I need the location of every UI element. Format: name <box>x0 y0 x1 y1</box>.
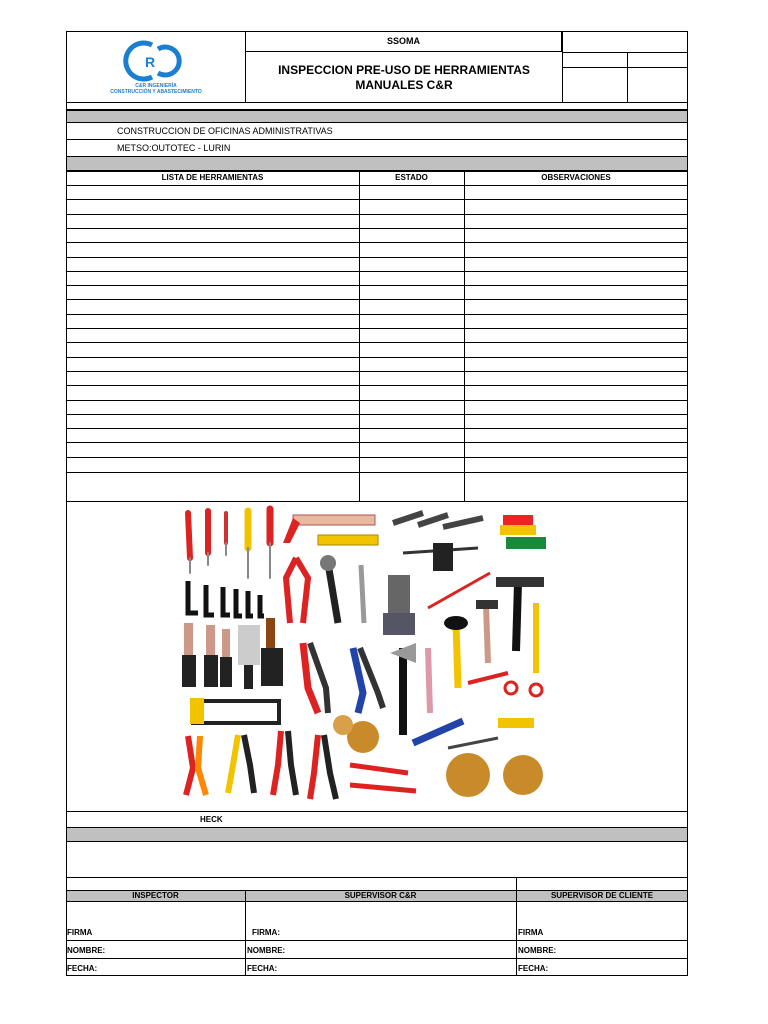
inspector-nombre-label: NOMBRE: <box>67 946 106 955</box>
project-name: CONSTRUCCION DE OFICINAS ADMINISTRATIVAS <box>117 126 333 136</box>
table-row <box>66 428 688 429</box>
document-title-line2: MANUALES C&R <box>355 78 453 92</box>
code-grid-vline <box>627 52 628 103</box>
check-label: HECK <box>200 815 223 824</box>
signature-header-inspector: INSPECTOR <box>132 891 179 900</box>
column-header-observations: OBSERVACIONES <box>541 173 611 182</box>
site-row <box>66 139 688 157</box>
check-row <box>66 811 688 828</box>
supervisor-cr-nombre-label: NOMBRE: <box>247 946 286 955</box>
pre-signature-row <box>66 877 688 891</box>
supervisor-cr-fecha-label: FECHA: <box>247 964 278 973</box>
code-grid-line-1 <box>562 52 688 53</box>
supervisor-client-fecha-label: FECHA: <box>518 964 549 973</box>
signature-header-supervisor-cr: SUPERVISOR C&R <box>344 891 417 900</box>
table-row <box>66 414 688 415</box>
supervisor-client-firma-label: FIRMA <box>518 928 544 937</box>
spacer-row <box>66 102 688 110</box>
table-row <box>66 314 688 315</box>
table-row <box>66 299 688 300</box>
sig-hline-nombre <box>66 958 688 959</box>
pre-signature-divider <box>516 877 517 891</box>
table-row <box>66 442 688 443</box>
supervisor-cr-firma-label: FIRMA: <box>252 928 280 937</box>
col-divider-2 <box>464 171 465 502</box>
department-label: SSOMA <box>246 31 562 52</box>
table-row <box>66 242 688 243</box>
inspector-fecha-label: FECHA: <box>67 964 98 973</box>
signature-header-supervisor-client: SUPERVISOR DE CLIENTE <box>550 891 654 900</box>
section-band-3 <box>66 827 688 842</box>
logo-cell <box>66 31 246 103</box>
project-row <box>66 122 688 140</box>
column-header-tools: LISTA DE HERRAMIENTAS <box>161 173 264 182</box>
table-row <box>66 185 688 186</box>
svg-text:R: R <box>145 54 156 70</box>
sig-hline-firma <box>66 940 688 941</box>
supervisor-client-nombre-label: NOMBRE: <box>518 946 557 955</box>
table-row <box>66 457 688 458</box>
table-row <box>66 385 688 386</box>
notes-box <box>66 841 688 878</box>
column-header-status: ESTADO <box>395 173 428 182</box>
logo-name: C&R INGENIERÍA <box>135 83 177 89</box>
table-row <box>66 357 688 358</box>
table-row <box>66 285 688 286</box>
client-site: METSO:OUTOTEC - LURIN <box>117 143 231 153</box>
signature-table <box>66 901 688 976</box>
tools-collage-image <box>178 503 550 803</box>
logo-icon <box>112 39 222 89</box>
table-row <box>66 257 688 258</box>
logo-tagline: CONSTRUCCIÓN Y ABASTECIMIENTO <box>110 89 202 95</box>
code-grid-line-2 <box>562 67 688 68</box>
inspector-firma-label: FIRMA <box>67 928 93 937</box>
table-row <box>66 199 688 200</box>
table-row <box>66 371 688 372</box>
section-band-2 <box>66 156 688 171</box>
table-row <box>66 271 688 272</box>
table-footer-box <box>66 472 688 502</box>
document-title-line1: INSPECCION PRE-USO DE HERRAMIENTAS <box>278 63 530 77</box>
table-row <box>66 342 688 343</box>
sig-vline-2 <box>516 890 517 976</box>
table-row <box>66 228 688 229</box>
col-divider-1 <box>359 171 360 502</box>
table-row <box>66 214 688 215</box>
table-row <box>66 400 688 401</box>
sig-vline-1 <box>245 890 246 976</box>
table-row <box>66 328 688 329</box>
